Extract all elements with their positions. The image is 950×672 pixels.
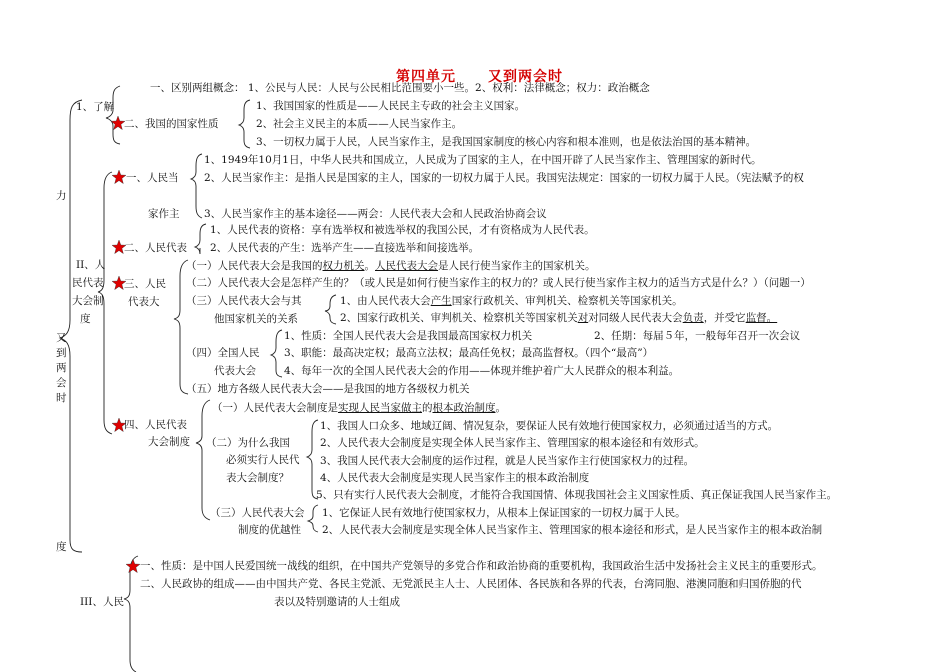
master-heading: 一、人民当 (126, 172, 179, 184)
side-label-shi: 时 (56, 392, 67, 404)
reason-4: 4、人民代表大会制度是实现人民当家作主的根本政治制度 (320, 472, 590, 484)
star-icon (111, 116, 125, 130)
state-nature-2: 2、社会主义民主的本质——人民当家作主。 (256, 118, 463, 130)
congress-item-3-b: 他国家机关的关系 (214, 313, 298, 325)
cppcc-composition-2: 表以及特别邀请的人士组成 (274, 596, 400, 608)
side-label-liang: 两 (56, 362, 67, 374)
master-heading-2: 家作主 (148, 208, 180, 220)
master-2: 2、人民当家作主：是指人民是国家的主人，国家的一切权力属于人民。我国宪法规定：国家的一切权力属于人民。（宪法赋予的权 (204, 172, 804, 184)
state-nature-3: 3、一切权力属于人民，人民当家作主，是我国国家制度的核心内容和根本准则，也是依法治国的基本精神。 (256, 136, 757, 148)
title-name: 又到两会时 (488, 69, 563, 85)
master-1: 1、1949年10月1日，中华人民共和国成立，人民成为了国家的主人，在中国开辟了人民当家作主、管理国家的新时代。 (204, 154, 762, 166)
deputy-2: 2、人民代表的产生：选举产生——直接选举和间接选举。 (210, 242, 480, 254)
reason-3: 3、我国人民代表大会制度的运作过程，就是人民当家作主行使国家权力的过程。 (320, 455, 695, 467)
reason-1: 1、我国人口众多、地域辽阔、情况复杂，要保证人民有效地行使国家权力，必须通过适当的方式。 (320, 420, 779, 432)
system-heading-1: 四、人民代表 (124, 419, 187, 431)
state-nature-1: 1、我国国家的性质是——人民民主专政的社会主义国家。 (256, 100, 526, 112)
system-1: （一）人民代表大会制度是实现人民当家做主的根本政治制度。 (212, 402, 506, 414)
advantage-1: 1、它保证人民有效地行使国家权力，从根本上保证国家的一切权力属于人民。 (322, 507, 686, 519)
section2-label-4: 度 (80, 313, 91, 325)
congress-item-2: （二）人民代表大会是怎样产生的？（或人民是如何行使当家作主的权力的？或人民行使当家作主权力的适当方式是什么？）（问题一） (186, 277, 811, 289)
section2-label-2: 民代表 (72, 277, 104, 289)
section1-label: 1、了解 (76, 101, 115, 113)
section2-label-1: II、人 (76, 259, 106, 271)
deputy-1: 1、人民代表的资格：享有选举权和被选举权的我国公民，才有资格成为人民代表。 (210, 224, 595, 236)
advantage-2: 2、人民代表大会制度是实现全体人民当家作主、管理国家的根本途径和形式，是人民当家作主的根本政治制 (322, 524, 823, 536)
relation-2: 2、国家行政机关、审判机关、检察机关等国家机关对对同级人民代表大会负责，并受它监督。 (340, 312, 778, 324)
npc-heading-1: （四）全国人民 (186, 347, 260, 359)
section2-label-3: 大会制 (72, 295, 104, 307)
star-icon (112, 170, 126, 184)
congress-item-1: （一）人民代表大会是我国的权力机关。人民代表大会是人民行使当家作主的国家机关。 (186, 260, 596, 272)
system-heading-2: 大会制度 (148, 436, 190, 448)
why-1: （二）为什么我国 (206, 437, 290, 449)
npc-3: 3、职能：最高决定权；最高立法权；最高任免权；最高监督权。（四个“最高”） (284, 347, 654, 359)
deputy-heading: 二、人民代表 (124, 242, 187, 254)
state-nature-heading: 二、我国的国家性质 (124, 118, 219, 130)
reason-2: 2、人民代表大会制度是实现全体人民当家作主、管理国家的根本途径和有效形式。 (320, 437, 705, 449)
side-label-you: 又 (56, 332, 67, 344)
npc-2: 2、任期：每届５年，一般每年召开一次会议 (594, 330, 801, 342)
title-unit: 第四单元 (396, 69, 456, 85)
side-label-li: 力 (56, 190, 67, 202)
star-icon (126, 559, 140, 573)
relation-1: 1、由人民代表大会产生国家行政机关、审判机关、检察机关等国家机关。 (340, 295, 683, 307)
side-label-du: 度 (56, 541, 67, 553)
side-label-dao: 到 (56, 347, 67, 359)
npc-heading-2: 代表大会 (214, 365, 256, 377)
concepts-line: 一、区别两组概念： 1、公民与人民：人民与公民相比范围要小一些。2、权利：法律概念；权力：政治概念 (150, 82, 650, 94)
local-congress: （五）地方各级人民代表大会——是我国的地方各级权力机关 (186, 383, 470, 395)
congress-item-3-a: （三）人民代表大会与其 (186, 295, 302, 307)
why-2: 必须实行人民代 (226, 454, 300, 466)
congress-heading-1: 三、人民 (124, 278, 166, 290)
why-3: 表大会制度？ (226, 472, 289, 484)
reason-5: 5、只有实行人民代表大会制度，才能符合我国国情、体现我国社会主义国家性质、真正保证我国人民当家作主。 (316, 489, 838, 501)
congress-heading-2: 代表大 (128, 296, 160, 308)
advantage-heading-1: （三）人民代表大会 (210, 507, 305, 519)
section3-label: III、人民 (80, 596, 124, 608)
master-3: 3、人民当家作主的基本途径——两会：人民代表大会和人民政治协商会议 (204, 208, 547, 220)
cppcc-nature: 一、性质：是中国人民爱国统一战线的组织，在中国共产党领导的多党合作和政治协商的重要机构，我国政治生活中发扬社会主义民主的重要形式。 (140, 560, 823, 572)
side-label-hui: 会 (56, 377, 67, 389)
npc-4: 4、每年一次的全国人民代表大会的作用——体现并维护着广大人民群众的根本利益。 (284, 365, 680, 377)
advantage-heading-2: 制度的优越性 (238, 524, 301, 536)
cppcc-composition: 二、人民政协的组成——由中国共产党、各民主党派、无党派民主人士、人民团体、各民族和各界的代表，台湾同胞、港澳同胞和归国侨胞的代 (140, 578, 802, 590)
npc-1: 1、性质：全国人民代表大会是我国最高国家权力机关 (284, 330, 533, 342)
